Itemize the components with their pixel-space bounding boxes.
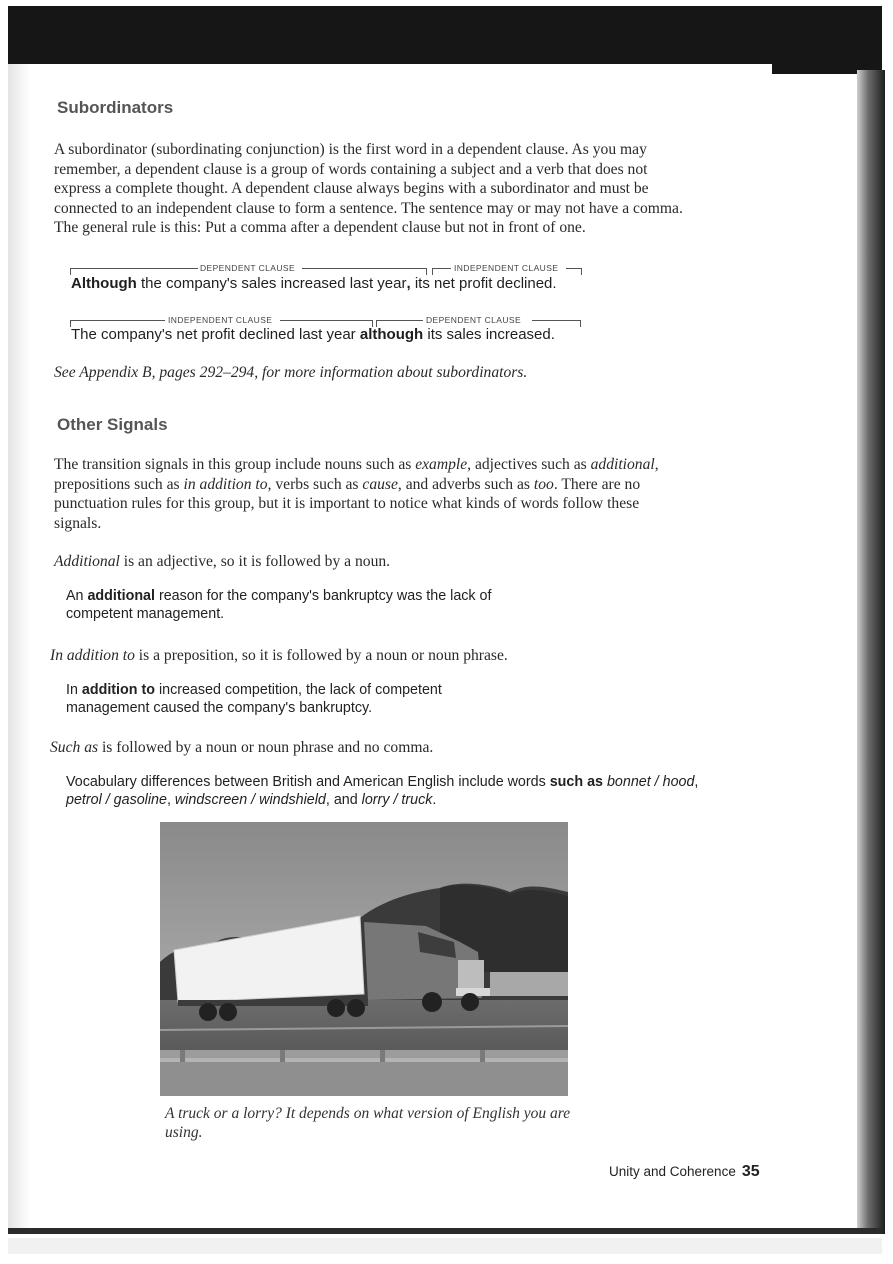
wheel: [327, 999, 345, 1017]
text-run: .: [432, 792, 437, 808]
scan-border-top-notch: [772, 6, 882, 74]
signal-term: Additional: [54, 553, 120, 570]
vocab-pair: lorry / truck: [361, 792, 433, 808]
appendix-note: See Appendix B, pages 292–294, for more information about subordinators.: [54, 364, 528, 381]
text-run: The transition signals in this group include nouns such as: [54, 456, 416, 473]
bracket-dependent-right: [302, 268, 427, 275]
scan-shadow-left: [8, 64, 30, 1234]
label-independent-clause: INDEPENDENT CLAUSE: [168, 315, 273, 325]
bracket-independent-left: [432, 268, 451, 275]
signal-bold: additional: [87, 588, 155, 604]
text-run: , prepositions such as: [54, 456, 659, 493]
subordinator-although: although: [359, 326, 424, 343]
signal-intro-in-addition-to: [50, 647, 508, 665]
bracket-independent-right: [566, 268, 582, 275]
text-run: reason for the company's bankruptcy was the lack of competent management.: [66, 588, 492, 622]
truck-illustration: [160, 822, 568, 1096]
signal-intro-additional: [54, 553, 390, 571]
scan-shadow-right: [857, 70, 885, 1234]
clause-sentence-2: [71, 326, 555, 343]
text-run: . There are no punctuation rules for this group, but it is important to notice what kinds of words follow these signals.: [54, 475, 641, 532]
label-dependent-clause: DEPENDENT CLAUSE: [200, 263, 296, 273]
text-run: An: [66, 588, 88, 604]
signal-intro-such-as: [50, 739, 433, 757]
wheel: [461, 993, 479, 1011]
text-run: increased competition, the lack of competent management caused the company's bankruptcy.: [66, 682, 442, 716]
section-heading-subordinators: Subordinators: [57, 98, 174, 117]
label-dependent-clause: DEPENDENT CLAUSE: [426, 315, 522, 325]
photo-caption: A truck or a lorry? It depends on what version of English you are using.: [165, 1105, 571, 1141]
independent-clause-text: its net profit declined.: [410, 275, 557, 292]
text-run: , and adverbs such as: [397, 475, 534, 493]
scan-border-bottom: [8, 1228, 882, 1234]
vocab-pair: bonnet / hood: [606, 774, 695, 790]
signal-intro-text: is an adjective, so it is followed by a noun.: [119, 553, 391, 570]
signal-example-such-as: [66, 773, 706, 809]
wheel: [199, 1003, 217, 1021]
text-run: Vocabulary differences between British and American English include words: [66, 774, 550, 790]
signal-bold: addition to: [81, 682, 155, 698]
vocab-pair: windscreen / windshield: [174, 792, 326, 808]
text-run: ,: [166, 792, 175, 808]
text-run: ,: [694, 774, 699, 790]
wheel: [347, 999, 365, 1017]
term-example: example: [415, 456, 468, 473]
signal-example-additional: [66, 587, 506, 623]
scan-shadow-bottom: [8, 1238, 882, 1254]
jersey-barrier: [490, 972, 568, 996]
guardrail: [160, 1050, 568, 1058]
subordinator-although: Although: [71, 275, 137, 292]
text-run: , verbs such as: [267, 475, 363, 493]
page-footer: [609, 1163, 760, 1181]
label-independent-clause: INDEPENDENT CLAUSE: [454, 263, 559, 273]
page-number: 35: [741, 1163, 760, 1180]
section-heading-other-signals: Other Signals: [57, 415, 168, 434]
comma-mark: ,: [406, 275, 411, 292]
clause-sentence-1: [71, 275, 557, 292]
text-run: , and: [325, 792, 362, 808]
term-additional: additional: [590, 456, 655, 473]
signal-term: Such as: [50, 739, 99, 756]
text-run: In: [66, 682, 82, 698]
wheel: [219, 1003, 237, 1021]
subordinators-paragraph: A subordinator (subordinating conjunction) is the first word in a dependent clause. As you may remember, a dependent clause is a group of words containing a subject and a verb that does not express a complete thought. A dependent clause always begins with a subordinator and must be connected to an independent clause to form a sentence. The sentence may or may not have a comma. The general rule is this: Put a comma after a dependent clause but not in front of one.: [54, 141, 683, 237]
signal-example-in-addition-to: [66, 681, 506, 717]
dependent-clause-text: the company's sales increased last year: [136, 275, 407, 292]
vocab-pair: petrol / gasoline: [66, 792, 167, 808]
signal-intro-text: is followed by a noun or noun phrase and no comma.: [98, 739, 434, 756]
term-too: too: [533, 475, 554, 493]
dependent-clause-text: its sales increased.: [423, 326, 555, 343]
term-in-addition-to: in addition to: [183, 475, 268, 493]
truck-photo: [160, 822, 568, 1096]
scan-border-top: [8, 6, 882, 64]
signal-intro-text: is a preposition, so it is followed by a noun or noun phrase.: [134, 647, 508, 664]
term-cause: cause: [362, 475, 398, 493]
grille: [458, 960, 484, 988]
signal-term: In addition to: [50, 647, 135, 664]
grass-verge: [160, 1062, 568, 1096]
bracket-dependent-left: [70, 268, 198, 275]
wheel: [422, 992, 442, 1012]
other-signals-paragraph: [54, 455, 679, 533]
running-title: Unity and Coherence: [609, 1164, 736, 1179]
independent-clause-text: The company's net profit declined last year: [71, 326, 360, 343]
signal-bold: such as: [549, 774, 603, 790]
text-run: , adjectives such as: [467, 456, 591, 473]
